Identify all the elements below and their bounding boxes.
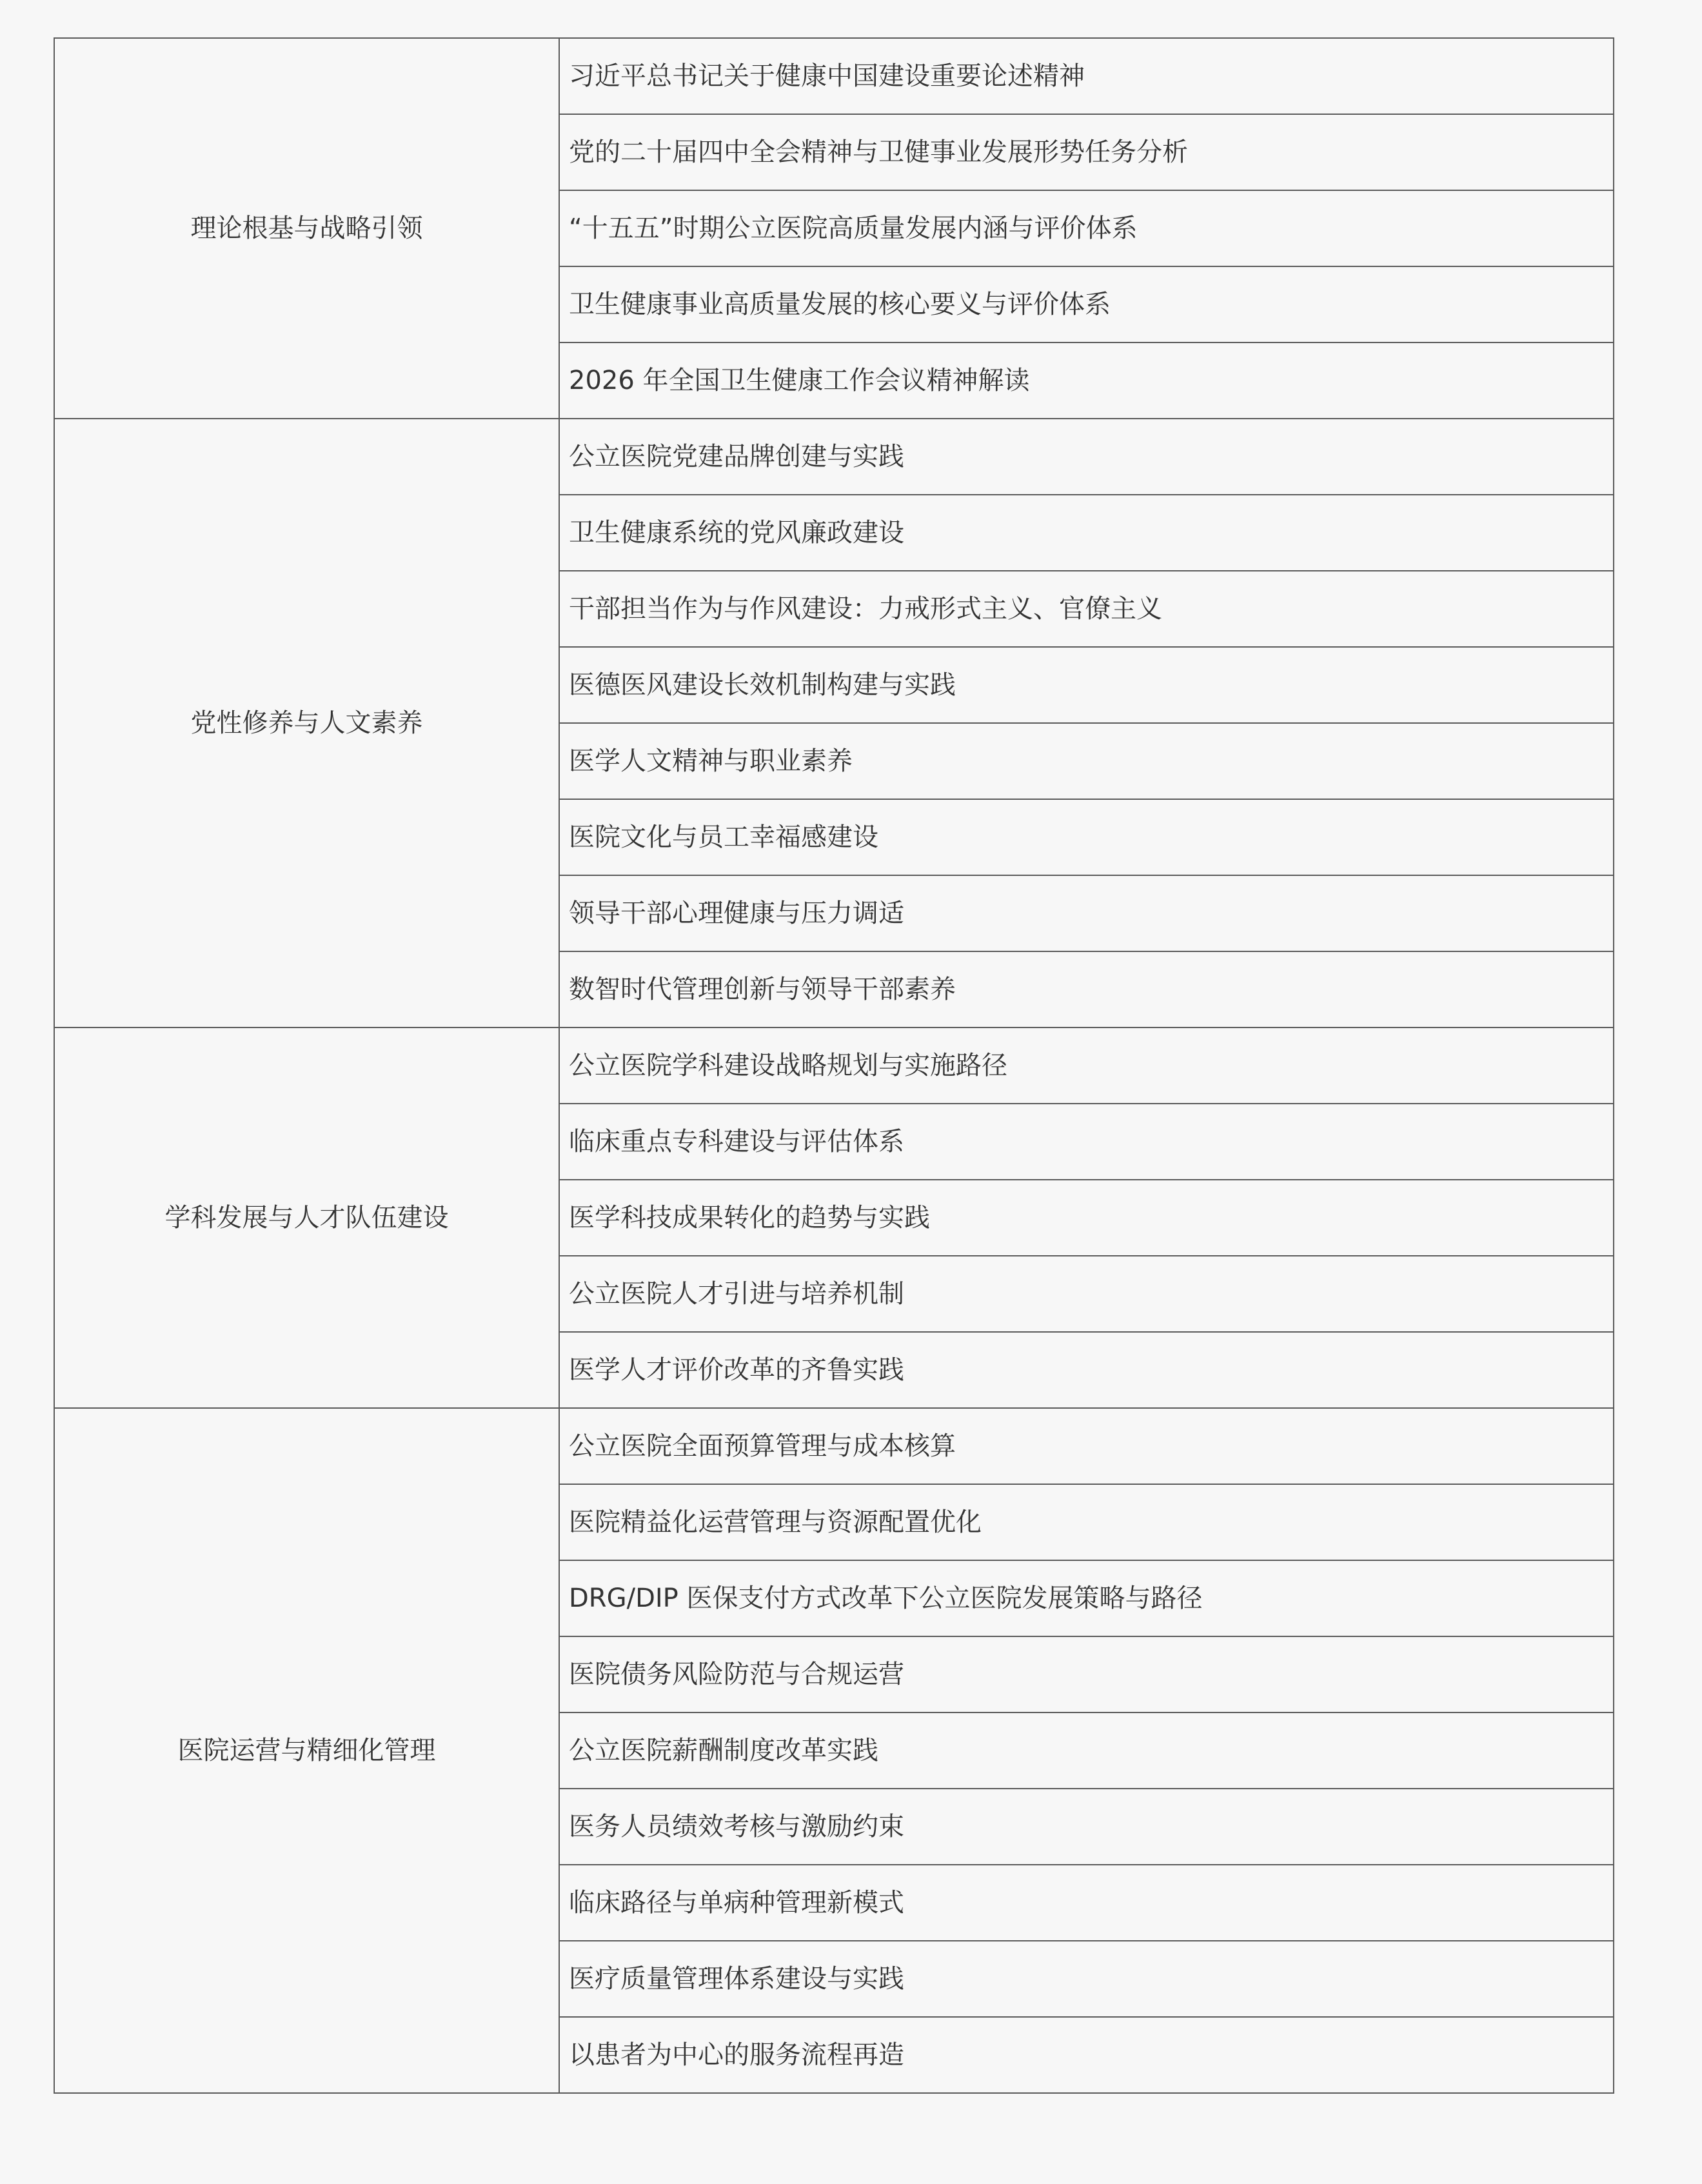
table-row — [54, 419, 1614, 495]
course-cell: 卫生健康系统的党风廉政建设 — [559, 495, 1614, 571]
category-cell: 学科发展与人才队伍建设 — [54, 1027, 559, 1408]
course-cell: 公立医院学科建设战略规划与实施路径 — [559, 1027, 1614, 1104]
table-row — [54, 38, 1614, 114]
course-cell: 医德医风建设长效机制构建与实践 — [559, 647, 1614, 723]
course-cell: 医院债务风险防范与合规运营 — [559, 1636, 1614, 1712]
course-cell: 临床重点专科建设与评估体系 — [559, 1104, 1614, 1180]
course-cell: 习近平总书记关于健康中国建设重要论述精神 — [559, 38, 1614, 114]
course-cell: DRG/DIP 医保支付方式改革下公立医院发展策略与路径 — [559, 1560, 1614, 1636]
course-cell: 公立医院薪酬制度改革实践 — [559, 1712, 1614, 1789]
course-cell: 医院精益化运营管理与资源配置优化 — [559, 1484, 1614, 1560]
course-cell: “十五五”时期公立医院高质量发展内涵与评价体系 — [559, 190, 1614, 266]
course-cell: 医学人文精神与职业素养 — [559, 723, 1614, 799]
table-body — [54, 38, 1614, 2093]
course-cell: 公立医院人才引进与培养机制 — [559, 1256, 1614, 1332]
course-cell: 卫生健康事业高质量发展的核心要义与评价体系 — [559, 266, 1614, 342]
course-cell: 干部担当作为与作风建设：力戒形式主义、官僚主义 — [559, 571, 1614, 647]
course-cell: 2026 年全国卫生健康工作会议精神解读 — [559, 342, 1614, 419]
course-cell: 公立医院党建品牌创建与实践 — [559, 419, 1614, 495]
table-row — [54, 1027, 1614, 1104]
course-cell: 数智时代管理创新与领导干部素养 — [559, 951, 1614, 1027]
course-cell: 医学人才评价改革的齐鲁实践 — [559, 1332, 1614, 1408]
course-cell: 医务人员绩效考核与激励约束 — [559, 1789, 1614, 1865]
category-cell: 理论根基与战略引领 — [54, 38, 559, 419]
course-cell: 以患者为中心的服务流程再造 — [559, 2017, 1614, 2093]
table-row — [54, 1408, 1614, 1484]
course-cell: 公立医院全面预算管理与成本核算 — [559, 1408, 1614, 1484]
category-cell: 党性修养与人文素养 — [54, 419, 559, 1027]
course-cell: 医学科技成果转化的趋势与实践 — [559, 1180, 1614, 1256]
course-cell: 医疗质量管理体系建设与实践 — [559, 1941, 1614, 2017]
course-cell: 医院文化与员工幸福感建设 — [559, 799, 1614, 875]
course-cell: 党的二十届四中全会精神与卫健事业发展形势任务分析 — [559, 114, 1614, 190]
curriculum-table — [54, 37, 1614, 2094]
course-cell: 领导干部心理健康与压力调适 — [559, 875, 1614, 951]
course-cell: 临床路径与单病种管理新模式 — [559, 1865, 1614, 1941]
category-cell: 医院运营与精细化管理 — [54, 1408, 559, 2093]
